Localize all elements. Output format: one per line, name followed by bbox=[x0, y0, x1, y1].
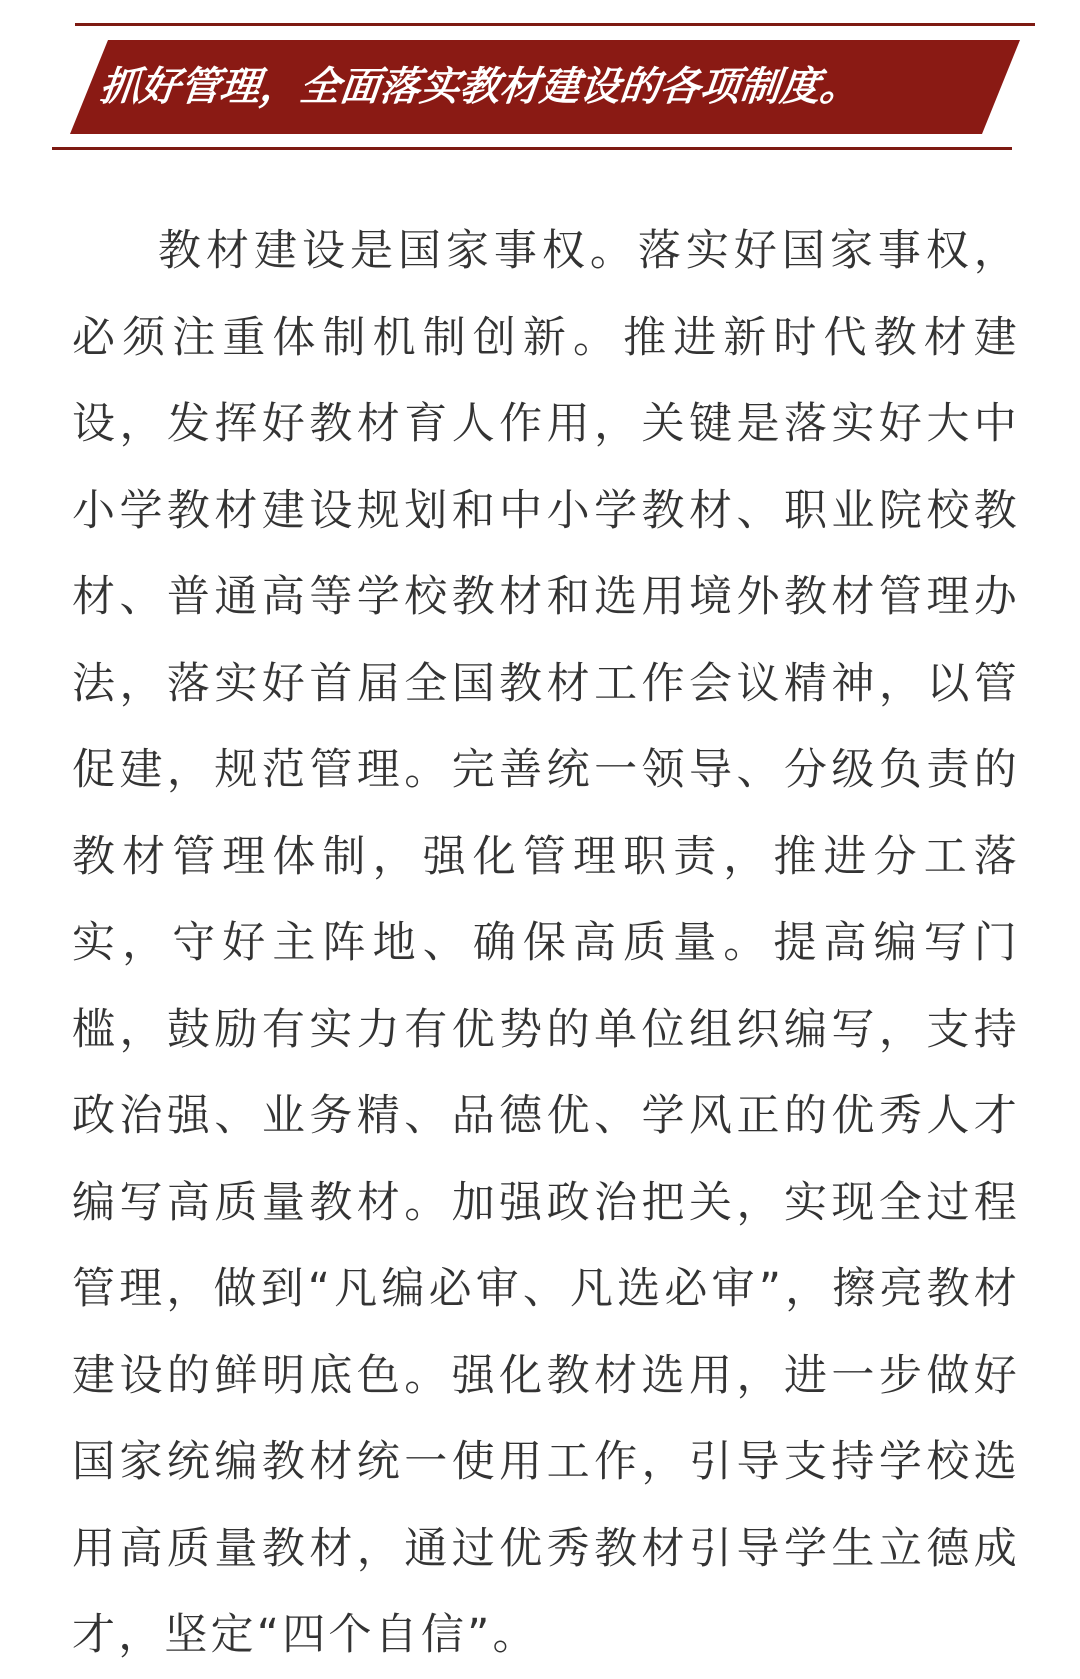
body-paragraph: 教材建设是国家事权。落实好国家事权，必须注重体制机制创新。推进新时代教材建设，发挥好教材育人作用，关键是落实好大中小学教材建设规划和中小学教材、职业院校教材、普通高等学校教材和选用境外教材管理办法，落实好首届全国教材工作会议精神，以管促建，规范管理。完善统一领导、分级负责的教材管理体制，强化管理职责，推进分工落实，守好主阵地、确保高质量。提高编写门槛，鼓励有实力有优势的单位组织编写，支持政治强、业务精、品德优、学风正的优秀人才编写高质量教材。加强政治把关，实现全过程管理，做到“凡编必审、凡选必审”，擦亮教材建设的鲜明底色。强化教材选用，进一步做好国家统编教材统一使用工作，引导支持学校选用高质量教材，通过优秀教材引导学生立德成才，坚定“四个自信”。 bbox=[72, 226, 1020, 1660]
section-title: 抓好管理，全面落实教材建设的各项制度。 bbox=[97, 64, 863, 110]
header-top-rule bbox=[75, 23, 1035, 26]
header-bottom-rule bbox=[52, 147, 1012, 150]
section-header-banner bbox=[0, 0, 1080, 170]
